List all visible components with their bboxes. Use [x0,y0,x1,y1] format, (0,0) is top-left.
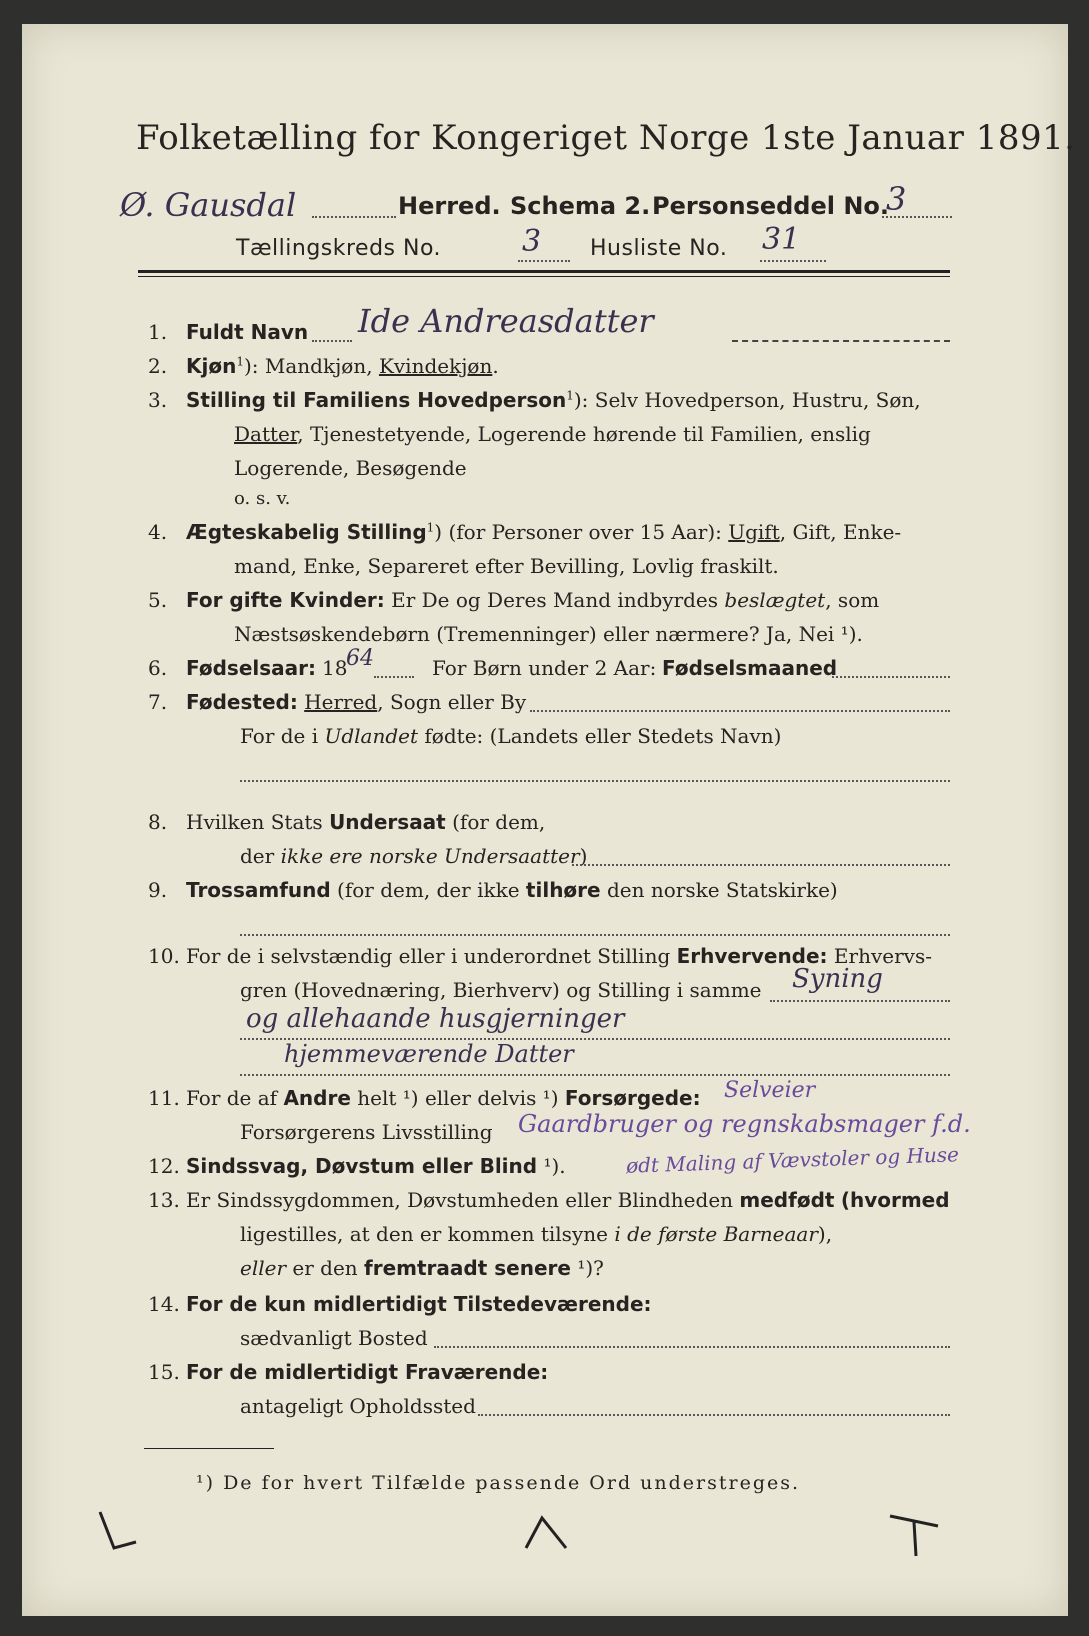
footnote-text: ¹) De for hvert Tilfælde passende Ord understreges. [196,1472,801,1494]
taellingskreds-dotline [518,260,570,262]
item1-name-value: Ide Andreasdatter [358,302,654,340]
item5-label: For gifte Kvinder: [186,588,385,612]
item15-number: 15. [148,1360,180,1384]
item4-line1a: ) (for Personer over 15 Aar): [434,520,722,544]
item11-handwriting-supported: Selveier [724,1078,816,1103]
item12-rest: ¹). [543,1154,566,1178]
item3-option-datter: Datter [234,422,298,446]
item6-year-value: 64 [346,646,374,671]
corner-mark-left [92,1508,152,1558]
item5-number: 5. [148,588,168,612]
item10-handwriting-occupation: Syning [792,964,883,994]
item4-line2: mand, Enke, Separeret efter Bevilling, Lovlig fraskilt. [234,554,779,578]
item10-line2: gren (Hovednæring, Bierhverv) og Stilling i samme [240,978,762,1002]
item2-option-kvindekjon: Kvindekjøn [378,354,493,378]
personseddel-label: Personseddel No. [652,192,890,220]
item9-bold2: tilhøre [525,878,601,902]
herred-label: Herred. [398,192,501,220]
item13-line2b: ), [817,1222,833,1246]
item7-line2a: For de i [240,724,319,748]
item3-line3: Logerende, Besøgende [234,456,467,480]
item8-line1b: Undersaat [329,810,446,834]
census-form-sheet [22,24,1076,1616]
item15-line2: antageligt Opholdssted [240,1394,476,1418]
item7-option-herred: Herred [304,690,378,714]
schema-label: Schema 2. [510,192,651,220]
item2-sup: 1 [236,354,244,369]
form-title: Folketælling for Kongeriget Norge 1ste Januar 1891. [136,118,1076,158]
husliste-dotline [760,260,826,262]
item7-number: 7. [148,690,168,714]
item10-handwriting-line2: og allehaande husgjerninger [246,1004,625,1034]
item7-line2 [240,724,781,748]
item13-line1 [186,1188,950,1212]
item13-line1c: (hvormed [840,1188,950,1212]
item3-line1-text: ): Selv Hovedperson, Hustru, Søn, [573,388,921,412]
header-rule-thick [138,270,950,273]
item13-line3a: er den [292,1256,358,1280]
item4-label: Ægteskabelig Stilling [186,520,427,544]
item8-line2a: der [240,844,275,868]
taellingskreds-label: Tællingskreds No. [236,236,442,261]
item8-line2-italic: ikke ere norske Undersaatter [280,844,580,868]
taellingskreds-value: 3 [522,224,542,259]
item8-line2 [240,844,587,868]
item5-line1a: Er De og Deres Mand indbyrdes [391,588,719,612]
item13-line2-italic: i de første Barneaar [614,1222,818,1246]
item14-number: 14. [148,1292,180,1316]
item8-number: 8. [148,810,168,834]
item4-sup: 1 [426,520,435,535]
item2-end: . [492,354,499,378]
item12-line1 [186,1154,566,1178]
footnote-rule [144,1448,274,1449]
item13-line3c: ¹)? [577,1256,604,1280]
item1-dashline [732,340,950,342]
item2-line [186,354,499,378]
item14-dotline [434,1346,950,1348]
item12-handwriting-note: ødt Maling af Vævstoler og Huse [625,1142,960,1178]
item7-label: Fødested: [186,690,298,714]
item8-line2b: ) [579,844,588,868]
item13-line3-italic: eller [240,1256,287,1280]
item9-rest2: den norske Statskirke) [606,878,838,902]
item1-label: Fuldt Navn [186,320,309,344]
item14-line2: sædvanligt Bosted [240,1326,428,1350]
item3-label: Stilling til Familiens Hovedperson [186,388,567,412]
item5-line1b: , som [825,588,880,612]
item3-line1 [186,388,921,412]
item6-year-prefix: 18 [322,656,348,680]
item9-number: 9. [148,878,168,902]
item15-dotline [478,1414,950,1416]
item9-rest: (for dem, der ikke [337,878,520,902]
item2-label: Kjøn [186,354,237,378]
item9-line1 [186,878,838,902]
item6-rest1: For Børn under 2 Aar: [432,656,657,680]
item11-line1d: Forsørgede: [564,1086,701,1110]
item6-rest2: Fødselsmaaned [662,656,838,680]
item4-option-ugift: Ugift [728,520,780,544]
item5-line1-italic: beslægtet [724,588,826,612]
item13-line1b: medfødt [739,1188,835,1212]
personseddel-value: 3 [886,180,907,218]
item10-number: 10. [148,944,180,968]
husliste-label: Husliste No. [590,236,728,261]
item12-label: Sindssvag, Døvstum eller Blind [186,1154,538,1178]
item11-line2: Forsørgerens Livsstilling [240,1120,493,1144]
item13-line2 [240,1222,832,1246]
item15-label: For de midlertidigt Fraværende: [186,1360,549,1384]
item7-dotline-b [240,780,950,782]
item8-line1 [186,810,545,834]
item3-line2 [234,422,871,446]
item7-dotline-a [530,710,950,712]
item3-line2-text: , Tjenestetyende, Logerende hørende til Familien, enslig [297,422,871,446]
item7-line2-italic: Udlandet [324,724,419,748]
item6-label: Fødselsaar: [186,656,316,680]
item1-number: 1. [148,320,168,344]
item6-number: 6. [148,656,168,680]
item10-line1b: Erhvervende: [676,944,828,968]
item5-line2: Næstsøskendebørn (Tremenninger) eller nærmere? Ja, Nei ¹). [234,622,863,646]
item5-line1 [186,588,879,612]
item1-dotline-a [312,340,352,342]
husliste-value: 31 [762,222,801,257]
item6-dotline-b [832,676,950,678]
personseddel-dotline [882,216,952,218]
item7-rest: , Sogn eller By [377,690,527,714]
header-rule-thin [138,276,950,277]
item11-line1a: For de af [186,1086,278,1110]
item4-line1b: , Gift, Enke- [779,520,902,544]
item6-dotline-a [374,676,414,678]
item3-line4: o. s. v. [234,488,291,509]
corner-mark-center [522,1508,572,1558]
item4-line1 [186,520,901,544]
item13-line1a: Er Sindssygdommen, Døvstumheden eller Blindheden [186,1188,734,1212]
item8-dotline [572,864,950,866]
item11-handwriting-provider: Gaardbruger og regnskabsmager f.d. [518,1110,971,1138]
item13-line3 [240,1256,604,1280]
item10-dotline-c [240,1074,950,1076]
herred-value: Ø. Gausdal [120,186,297,224]
item4-number: 4. [148,520,168,544]
item11-line1b: Andre [283,1086,351,1110]
item8-line1a: Hvilken Stats [186,810,323,834]
item13-number: 13. [148,1188,180,1212]
item13-line2a: ligestilles, at den er kommen tilsyne [240,1222,608,1246]
item10-handwriting-line3: hjemmeværende Datter [284,1040,574,1068]
item2-rest: ): Mandkjøn, [243,354,373,378]
item13-line3b: fremtraadt senere [364,1256,571,1280]
item11-number: 11. [148,1086,180,1110]
item3-sup: 1 [566,388,574,403]
item11-line1 [186,1086,701,1110]
item10-line1a: For de i selvstændig eller i underordnet Stilling [186,944,671,968]
item9-dotline [240,934,950,936]
item7-line1 [186,690,526,714]
item14-label: For de kun midlertidigt Tilstedeværende: [186,1292,652,1316]
item10-line1c: Erhvervs- [833,944,932,968]
item9-label: Trossamfund [186,878,331,902]
item10-dotline-a [770,1000,950,1002]
corner-mark-right [886,1512,946,1562]
item12-number: 12. [148,1154,180,1178]
item2-number: 2. [148,354,168,378]
item8-line1c: (for dem, [452,810,546,834]
item7-line2b: fødte: (Landets eller Stedets Navn) [424,724,782,748]
herred-dotline [312,216,396,218]
item3-number: 3. [148,388,168,412]
item11-line1c: helt ¹) eller delvis ¹) [357,1086,559,1110]
